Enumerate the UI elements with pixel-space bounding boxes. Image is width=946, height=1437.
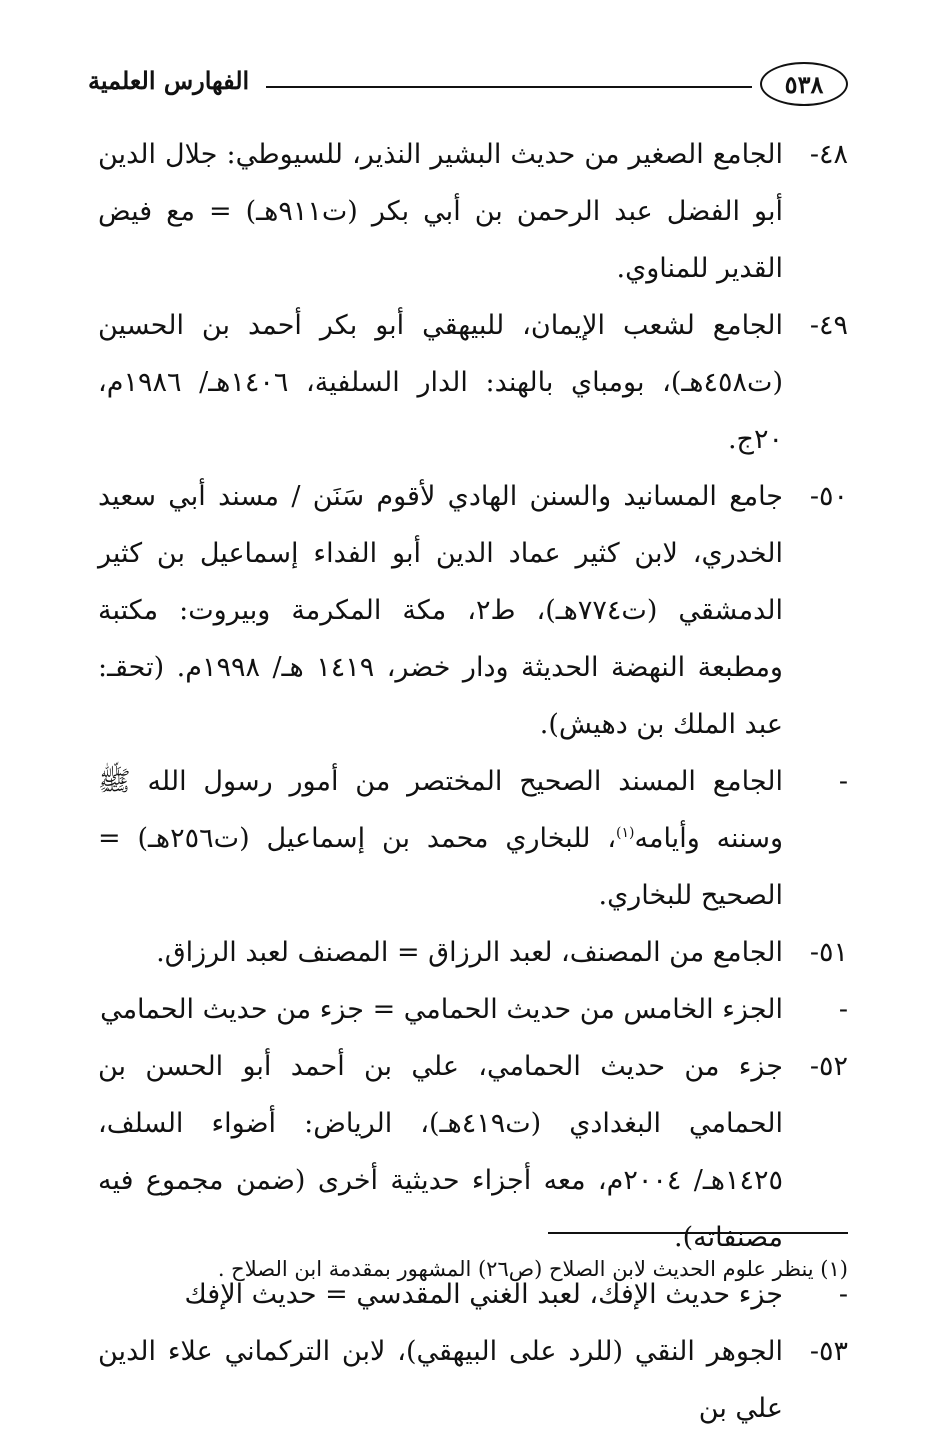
bibliography-list	[98, 126, 848, 1437]
entry-number: ٤٨-	[809, 139, 848, 170]
page-header	[88, 60, 848, 108]
entry-number: -	[838, 1279, 848, 1310]
entry-text: جزء من حديث الحمامي، علي بن أحمد أبو الحسن بن الحمامي البغدادي (ت٤١٩هـ)، الرياض: أضواء السلف، ١٤٢٥هـ/ ٢٠٠٤م، معه أجزاء حديثية أخرى (ضمن مجموع فيه مصنفاته).	[98, 1051, 784, 1253]
entry-text: جزء حديث الإفك، لعبد الغني المقدسي = حديث الإفك	[184, 1279, 783, 1310]
entry-text: الجامع الصغير من حديث البشير النذير، للسيوطي: جلال الدين أبو الفضل عبد الرحمن بن أبي بكر (ت٩١١هـ) = مع فيض القدير للمناوي.	[98, 139, 783, 284]
entry-number: ٤٩-	[809, 310, 848, 341]
entry-text: جامع المسانيد والسنن الهادي لأقوم سَنَن / مسند أبي سعيد الخدري، لابن كثير عماد الدين أبو الفداء إسماعيل بن كثير الدمشقي (ت٧٧٤هـ)، ط٢، مكة المكرمة وبيروت: مكتبة ومطبعة النهضة الحديثة ودار خضر، ١٤١٩ هـ/ ١٩٩٨م. (تحقـ: عبد الملك بن دهيش).	[98, 481, 783, 740]
footnote: (١) ينظر علوم الحديث لابن الصلاح (ص٢٦) المشهور بمقدمة ابن الصلاح .	[217, 1257, 848, 1281]
entry-text-block	[98, 753, 783, 924]
list-item	[98, 981, 848, 1038]
entry-text-continued: ، للبخاري محمد بن إسماعيل (ت٢٥٦هـ) = الصحيح للبخاري.	[98, 823, 783, 911]
entry-text: الجامع المسند الصحيح المختصر من أمور رسول الله ﷺ وسننه وأيامه	[98, 766, 784, 854]
footnote-reference[interactable]: (١)	[616, 825, 635, 841]
footnote-separator	[548, 1232, 848, 1234]
list-item	[98, 753, 848, 924]
entry-number: ٥٠-	[809, 481, 848, 512]
entry-text: الجوهر النقي (للرد على البيهقي)، لابن التركماني علاء الدين علي بن	[98, 1336, 783, 1424]
list-item	[98, 924, 848, 981]
page-number: ٥٣٨	[760, 62, 848, 106]
list-item	[98, 1323, 848, 1437]
entry-number: ٥٣-	[809, 1336, 848, 1367]
list-item	[98, 126, 848, 297]
entry-number: ٥١-	[809, 937, 848, 968]
header-rule	[266, 86, 752, 88]
entry-number: -	[838, 766, 848, 797]
list-item	[98, 297, 848, 468]
entry-number: -	[838, 994, 848, 1025]
entry-text: الجامع من المصنف، لعبد الرزاق = المصنف لعبد الرزاق.	[156, 937, 783, 968]
entry-number: ٥٢-	[809, 1051, 848, 1082]
entry-text: الجامع لشعب الإيمان، للبيهقي أبو بكر أحمد بن الحسين (ت٤٥٨هـ)، بومباي بالهند: الدار السلفية، ١٤٠٦هـ/ ١٩٨٦م، ٢٠ج.	[98, 310, 783, 455]
running-title: الفهارس العلمية	[88, 66, 250, 95]
list-item	[98, 468, 848, 753]
entry-text: الجزء الخامس من حديث الحمامي = جزء من حديث الحمامي	[100, 994, 783, 1025]
